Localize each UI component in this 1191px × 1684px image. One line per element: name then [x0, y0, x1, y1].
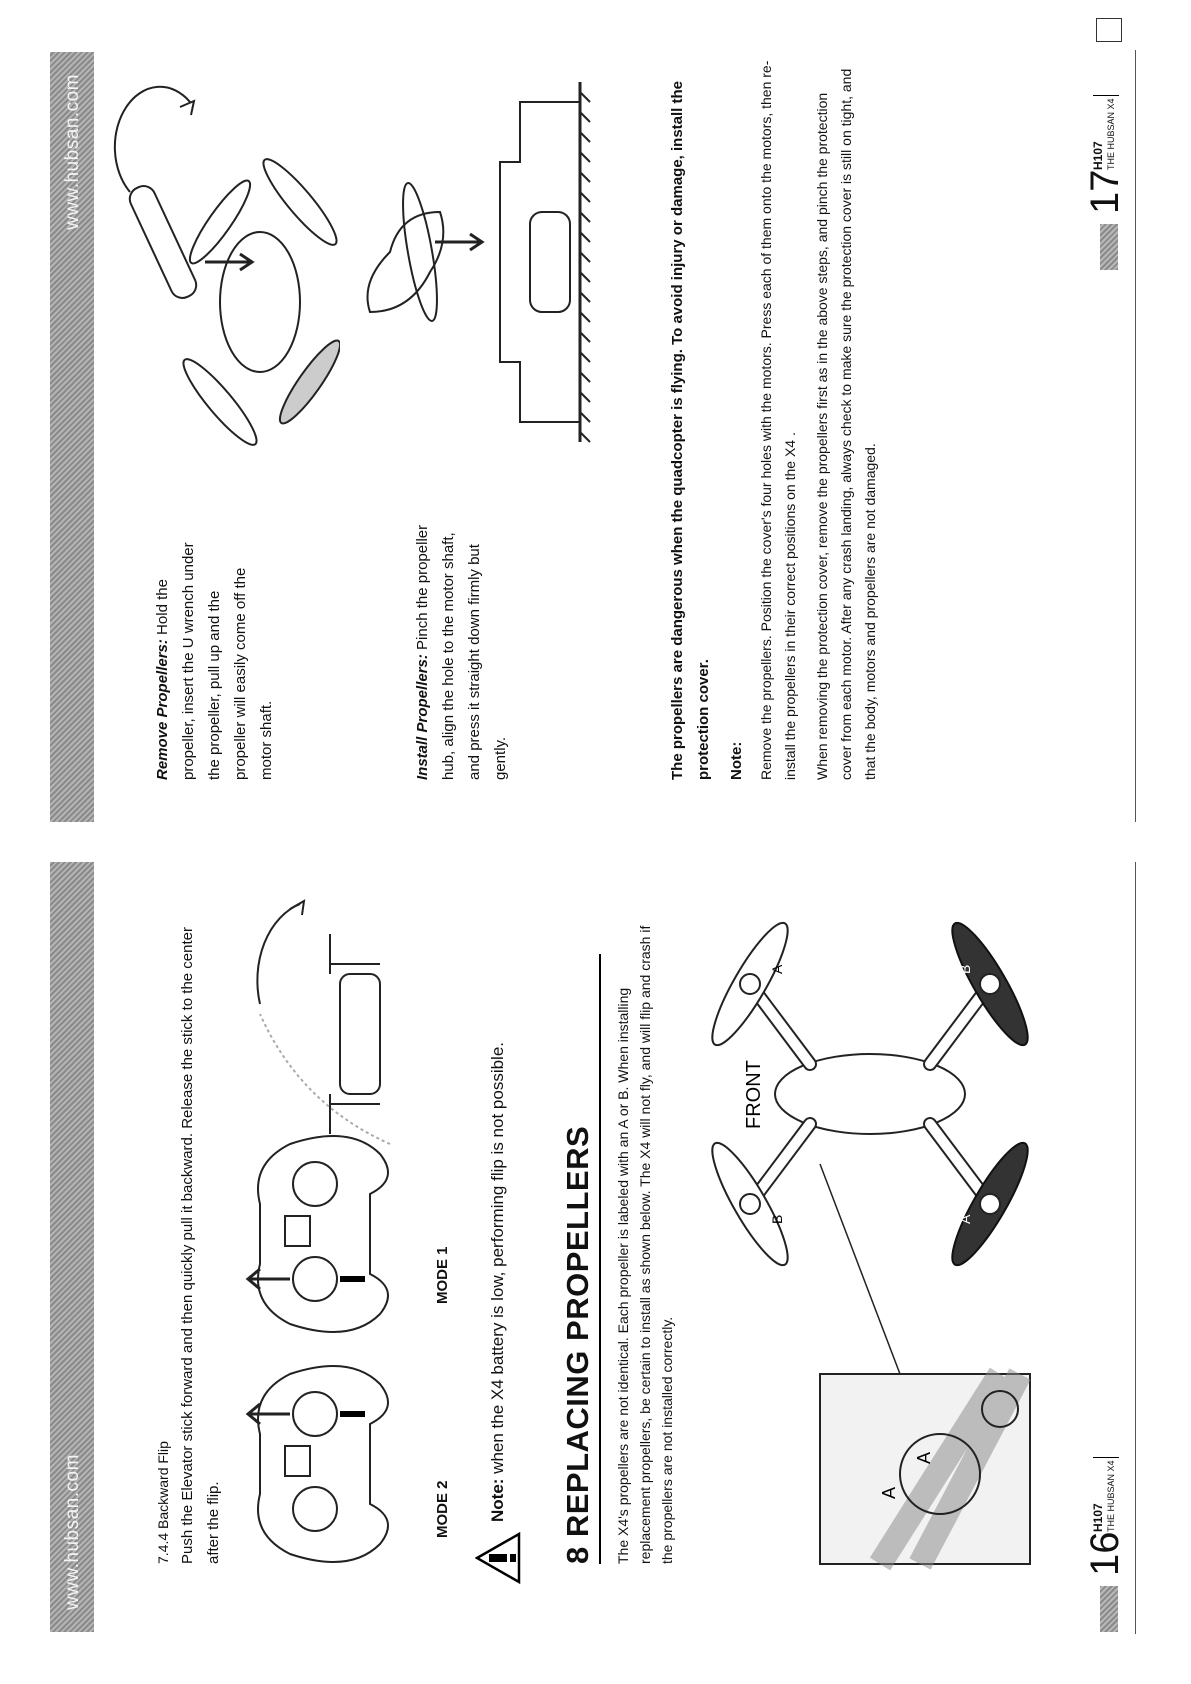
product-code: H107 [1091, 141, 1105, 170]
inset-letter-a2: A [914, 1451, 934, 1464]
note-paragraph-1: Remove the propellers. Position the cover's four holes with the motors. Press each of them onto the motors, then re-install the propellers in their correct positions on the X4 . [758, 60, 798, 780]
footer-separator [1093, 95, 1119, 96]
mode2-label: MODE 2 [434, 1480, 451, 1538]
note-label: Note: [488, 1478, 507, 1522]
product-name: THE HUBSAN X4 [1106, 98, 1116, 170]
section-body: Push the Elevator stick forward and then quickly pull it backward. Release the stick to the center after the flip. [179, 927, 222, 1564]
backward-flip-illustration [230, 884, 460, 1564]
prop-letter-rear-left: A [957, 1214, 973, 1224]
u-wrench-icon [126, 182, 200, 302]
quadcopter-body-icon [220, 232, 300, 372]
footer-rule [1135, 50, 1136, 822]
footer-rule [1135, 862, 1136, 1634]
page-16 [0, 842, 1191, 1684]
note-heading: Note: [728, 741, 745, 780]
chapter-rule [599, 954, 601, 1564]
footer-separator [1093, 1457, 1119, 1458]
product-name: THE HUBSAN X4 [1106, 1460, 1116, 1532]
battery-note [485, 1042, 511, 1522]
page-corner-box [1096, 18, 1122, 42]
hand-icon [368, 212, 444, 312]
quadcopter-side-icon [500, 102, 580, 422]
prop-letter-front-right: A [769, 964, 785, 974]
drone-flip-icon [257, 901, 390, 1144]
warning-icon [475, 1532, 521, 1584]
header-url: www.hubsan.com [62, 74, 83, 230]
chapter-body: The X4's propellers are not identical. Each propeller is labeled with an A or B. When installing replacement propellers, be certain to install as shown below. The X4 will not fly, and will flip and crash if the propellers are not installed correctly. [615, 925, 675, 1564]
propeller-detail-inset [820, 1164, 1030, 1564]
note-text: when the X4 battery is low, performing flip is not possible. [488, 1041, 507, 1479]
quadcopter-top-view [701, 915, 1039, 1272]
remove-body: Hold the propeller, insert the U wrench under the propeller, pull up and the propeller will easily come off the motor shaft. [154, 542, 275, 780]
prop-letter-rear-right: B [957, 964, 973, 974]
propeller-layout-illustration [690, 864, 1070, 1584]
header-bar [50, 862, 94, 1632]
front-label: FRONT [743, 1060, 765, 1129]
page-number: 16 [1083, 1531, 1127, 1576]
product-code: H107 [1091, 1503, 1105, 1532]
warning-text: The propellers are dangerous when the quadcopter is flying. To avoid injury or damage, install the protection cover. [669, 80, 712, 780]
down-arrow-icon [205, 254, 252, 270]
mode1-label: MODE 1 [434, 1246, 451, 1304]
inset-letter-a1: A [879, 1486, 899, 1499]
remove-propellers-text [150, 530, 280, 780]
install-propellers-text [410, 520, 514, 780]
install-propeller-illustration [350, 62, 600, 462]
header-url: www.hubsan.com [62, 1454, 83, 1610]
remove-label: Remove Propellers: [154, 639, 171, 780]
prop-letter-front-left: B [769, 1214, 785, 1224]
header-bar [50, 52, 94, 822]
page-number: 17 [1083, 169, 1127, 214]
chapter-title: 8 REPLACING PROPELLERS [560, 1125, 595, 1564]
section-title: 7.4.4 Backward Flip [155, 1441, 171, 1564]
install-body: Pinch the propeller hub, align the hole to the motor shaft, and press it straight down firmly but gently. [414, 524, 509, 780]
rotate-arrow-icon [115, 87, 190, 192]
mode2-transmitter-icon [248, 1366, 388, 1562]
footer-bar [1100, 1586, 1118, 1632]
propeller-icon [396, 181, 444, 323]
remove-propeller-illustration [110, 62, 340, 462]
footer-bar [1100, 224, 1118, 270]
note-paragraph-2: When removing the protection cover, remove the propellers first as in the above steps, and pinch the protection cover from each motor. After any crash landing, always check to make sure the protection cover is still on tight, and that the body, motors and propellers are not damaged. [814, 68, 878, 780]
mode1-transmitter-icon [248, 1136, 388, 1332]
install-label: Install Propellers: [414, 654, 431, 780]
